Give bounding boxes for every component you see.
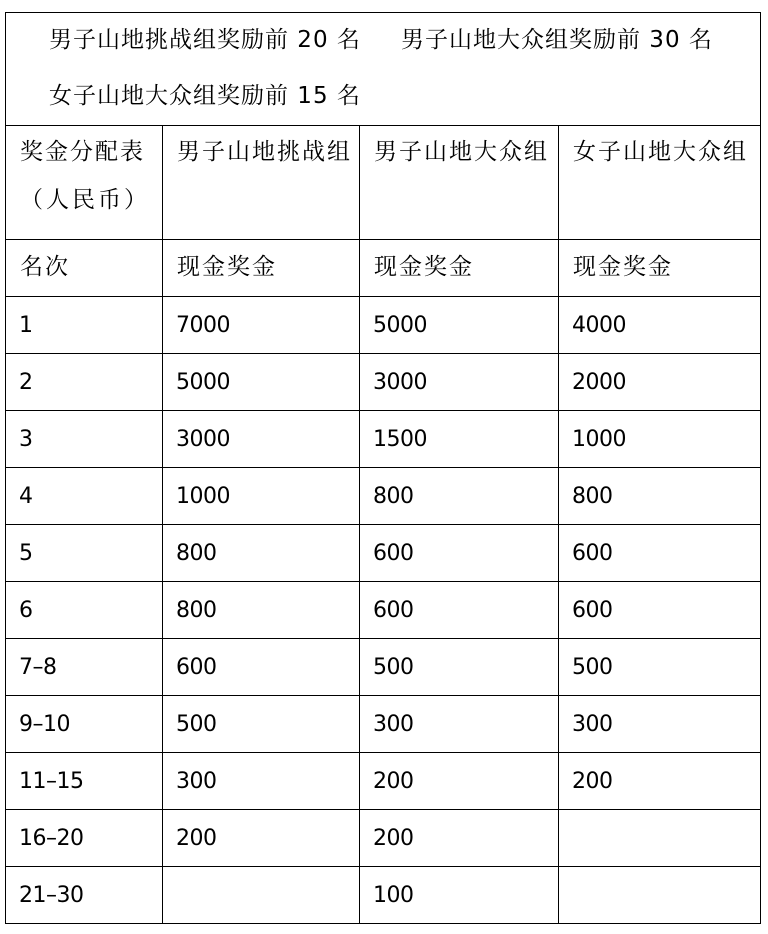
rank-cell <box>6 354 163 411</box>
table-body <box>6 13 761 924</box>
subheader-cash-cell <box>559 240 761 297</box>
header-row <box>6 126 761 240</box>
intro-line-2 <box>6 69 760 125</box>
subheader-cash-women-mass: 现金奖金 <box>573 254 673 280</box>
men-mass-prize: 1500 <box>373 427 427 452</box>
prize-cell <box>559 639 761 696</box>
intro-men-challenge-text: 男子山地挑战组奖励前 20 名 <box>49 27 361 53</box>
rank-cell <box>6 525 163 582</box>
table-row <box>6 639 761 696</box>
men-mass-prize: 200 <box>373 826 414 851</box>
prize-cell <box>360 810 559 867</box>
rank-cell <box>6 753 163 810</box>
intro-line-1 <box>6 13 760 69</box>
prize-cell <box>163 468 360 525</box>
men-challenge-prize <box>163 867 359 883</box>
women-mass-prize: 4000 <box>572 313 626 338</box>
header-men-mass: 男子山地大众组 <box>374 139 549 165</box>
women-mass-prize: 1000 <box>572 427 626 452</box>
prize-cell <box>163 582 360 639</box>
men-mass-prize: 3000 <box>373 370 427 395</box>
men-challenge-prize: 800 <box>176 598 217 623</box>
prize-cell <box>559 696 761 753</box>
prize-cell <box>163 354 360 411</box>
intro-men-mass-text: 男子山地大众组奖励前 30 名 <box>401 27 713 53</box>
subheader-rank: 名次 <box>20 254 70 280</box>
table-row <box>6 867 761 924</box>
prize-cell <box>163 525 360 582</box>
women-mass-prize: 800 <box>572 484 613 509</box>
rank-value: 9–10 <box>19 712 70 737</box>
women-mass-prize: 500 <box>572 655 613 680</box>
men-challenge-prize: 7000 <box>176 313 230 338</box>
women-mass-prize <box>559 867 760 883</box>
rank-cell <box>6 582 163 639</box>
prize-cell <box>163 639 360 696</box>
header-title-line2: （人民币） <box>20 187 150 213</box>
men-mass-prize: 600 <box>373 598 414 623</box>
prize-cell <box>559 525 761 582</box>
prize-cell <box>559 753 761 810</box>
header-men-challenge: 男子山地挑战组 <box>177 139 352 165</box>
prize-cell <box>163 411 360 468</box>
rank-value: 7–8 <box>19 655 57 680</box>
rank-cell <box>6 297 163 354</box>
table-row <box>6 753 761 810</box>
men-mass-prize: 200 <box>373 769 414 794</box>
prize-cell <box>163 867 360 924</box>
men-challenge-prize: 3000 <box>176 427 230 452</box>
prize-distribution-table <box>5 12 761 924</box>
table-row <box>6 297 761 354</box>
rank-value: 4 <box>19 484 33 509</box>
rank-cell <box>6 411 163 468</box>
men-challenge-prize: 800 <box>176 541 217 566</box>
rank-cell <box>6 867 163 924</box>
subheader-row <box>6 240 761 297</box>
men-challenge-prize: 1000 <box>176 484 230 509</box>
women-mass-prize: 300 <box>572 712 613 737</box>
prize-cell <box>559 354 761 411</box>
rank-value: 2 <box>19 370 33 395</box>
men-challenge-prize: 5000 <box>176 370 230 395</box>
women-mass-prize <box>559 810 760 826</box>
men-mass-prize: 300 <box>373 712 414 737</box>
prize-cell <box>163 696 360 753</box>
intro-women-mass-text: 女子山地大众组奖励前 15 名 <box>49 83 361 109</box>
rank-value: 5 <box>19 541 33 566</box>
rank-value: 11–15 <box>19 769 84 794</box>
table-row <box>6 810 761 867</box>
prize-cell <box>559 582 761 639</box>
subheader-cash-men-mass: 现金奖金 <box>374 254 474 280</box>
header-cell-women-mass <box>559 126 761 240</box>
table-row <box>6 468 761 525</box>
prize-cell <box>163 753 360 810</box>
prize-cell <box>163 297 360 354</box>
header-cell-men-challenge <box>163 126 360 240</box>
subheader-rank-cell <box>6 240 163 297</box>
header-cell-men-mass <box>360 126 559 240</box>
women-mass-prize: 600 <box>572 598 613 623</box>
women-mass-prize: 600 <box>572 541 613 566</box>
header-title-line1: 奖金分配表 <box>20 139 145 165</box>
prize-cell <box>360 411 559 468</box>
table-row <box>6 582 761 639</box>
men-challenge-prize: 200 <box>176 826 217 851</box>
rank-cell <box>6 639 163 696</box>
men-challenge-prize: 500 <box>176 712 217 737</box>
rank-cell <box>6 696 163 753</box>
men-mass-prize: 500 <box>373 655 414 680</box>
rank-value: 6 <box>19 598 33 623</box>
men-mass-prize: 100 <box>373 883 414 908</box>
prize-cell <box>360 582 559 639</box>
prize-cell <box>559 810 761 867</box>
table-row <box>6 354 761 411</box>
intro-row <box>6 13 761 126</box>
header-women-mass: 女子山地大众组 <box>573 139 748 165</box>
prize-cell <box>360 867 559 924</box>
rank-value: 1 <box>19 313 33 338</box>
prize-cell <box>163 810 360 867</box>
prize-cell <box>360 297 559 354</box>
table-row <box>6 411 761 468</box>
rank-cell <box>6 810 163 867</box>
women-mass-prize: 2000 <box>572 370 626 395</box>
men-challenge-prize: 300 <box>176 769 217 794</box>
men-challenge-prize: 600 <box>176 655 217 680</box>
prize-cell <box>360 639 559 696</box>
header-cell-title <box>6 126 163 240</box>
rank-value: 16–20 <box>19 826 84 851</box>
prize-cell <box>559 411 761 468</box>
prize-cell <box>559 867 761 924</box>
men-mass-prize: 600 <box>373 541 414 566</box>
subheader-cash-men-challenge: 现金奖金 <box>177 254 277 280</box>
prize-cell <box>360 354 559 411</box>
subheader-cash-cell <box>163 240 360 297</box>
rank-value: 21–30 <box>19 883 84 908</box>
women-mass-prize: 200 <box>572 769 613 794</box>
men-mass-prize: 5000 <box>373 313 427 338</box>
prize-cell <box>559 297 761 354</box>
prize-cell <box>360 753 559 810</box>
rank-value: 3 <box>19 427 33 452</box>
table-row <box>6 525 761 582</box>
prize-cell <box>360 525 559 582</box>
table-row <box>6 696 761 753</box>
prize-cell <box>360 468 559 525</box>
subheader-cash-cell <box>360 240 559 297</box>
rank-cell <box>6 468 163 525</box>
men-mass-prize: 800 <box>373 484 414 509</box>
prize-cell <box>559 468 761 525</box>
intro-cell <box>6 13 761 126</box>
prize-cell <box>360 696 559 753</box>
